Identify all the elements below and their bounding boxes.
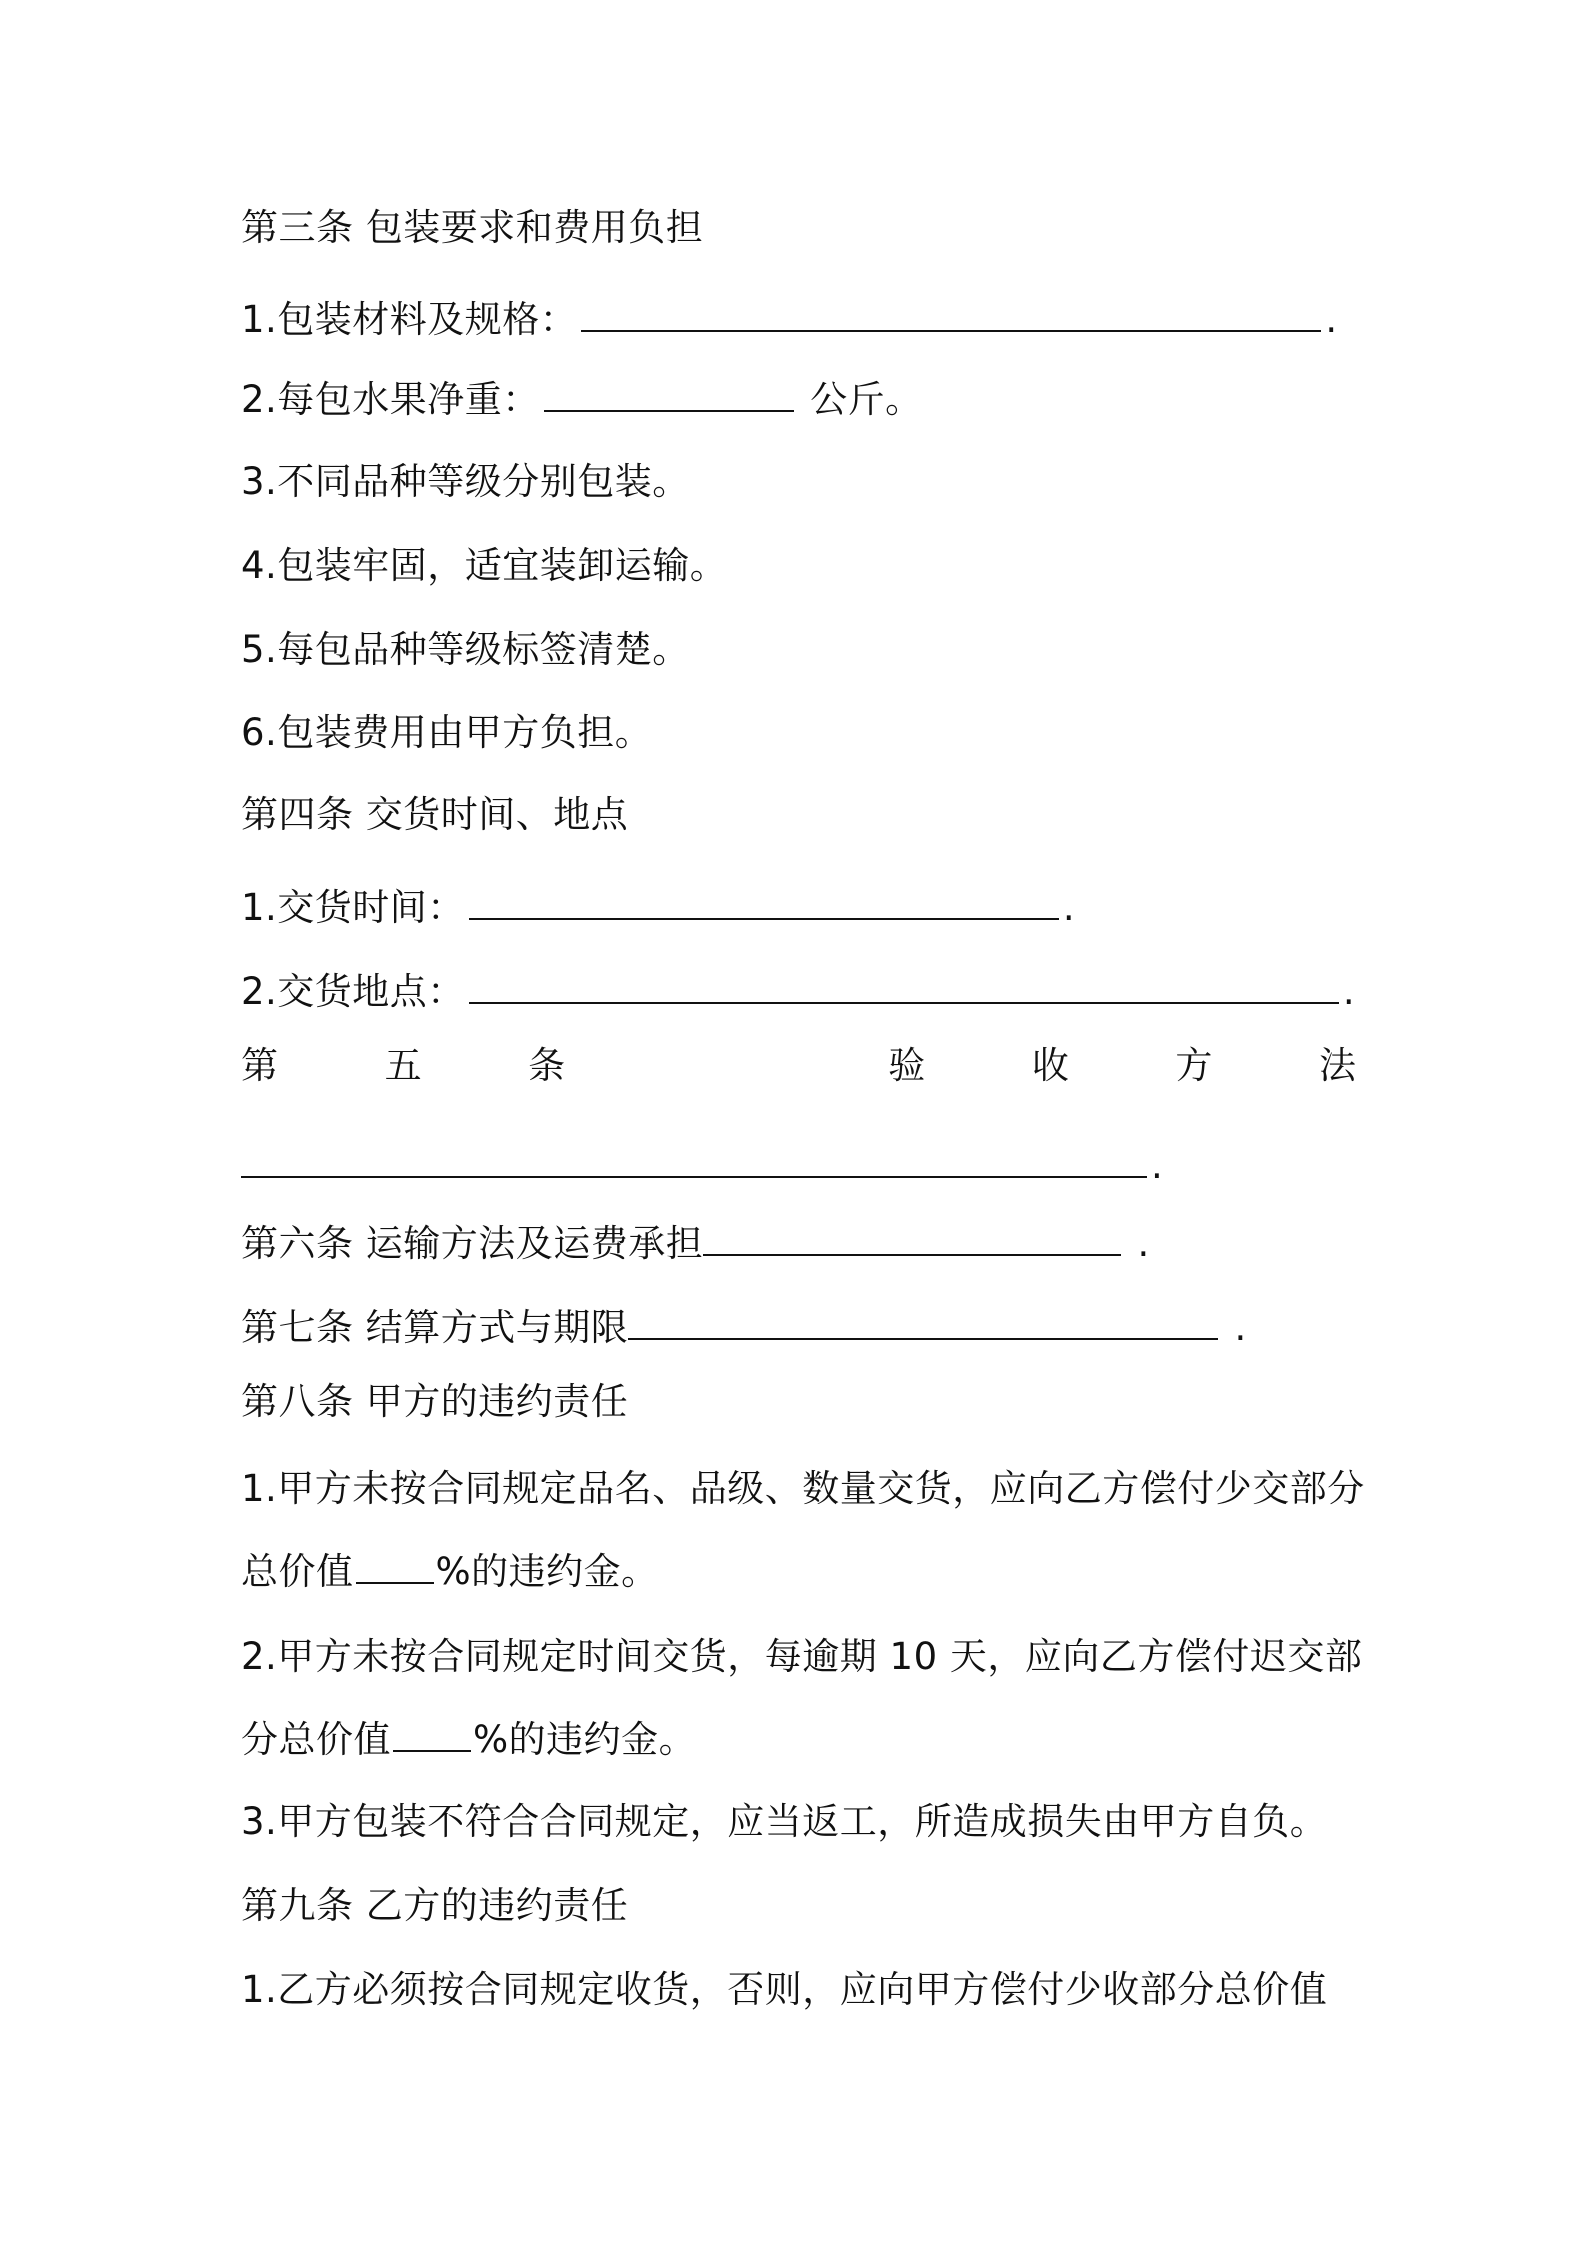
text-segment: 分总价值 bbox=[241, 1718, 391, 1761]
fill-blank-packaging-spec[interactable] bbox=[581, 294, 1321, 332]
fill-blank-net-weight[interactable] bbox=[544, 374, 794, 412]
item-end: . bbox=[1137, 1222, 1150, 1265]
item-label: 2.交货地点： bbox=[241, 970, 465, 1013]
fill-blank-delivery-time[interactable] bbox=[469, 882, 1059, 920]
fill-blank-inspection-method[interactable] bbox=[241, 1140, 1147, 1178]
heading-char: 条 bbox=[528, 1044, 566, 1087]
article-3-item-3: 3.不同品种等级分别包装。 bbox=[241, 460, 690, 503]
heading-char: 方 bbox=[1175, 1044, 1213, 1087]
article-6-heading: 第六条 运输方法及运费承担 bbox=[241, 1222, 704, 1265]
article-3-item-5: 5.每包品种等级标签清楚。 bbox=[241, 628, 690, 671]
article-3-heading: 第三条 包装要求和费用负担 bbox=[241, 206, 704, 249]
item-end: . bbox=[1151, 1144, 1164, 1187]
article-6-line bbox=[241, 1218, 1150, 1268]
article-9-item-1-line-1: 1.乙方必须按合同规定收货，否则，应向甲方偿付少收部分总价值 bbox=[241, 1968, 1328, 2011]
heading-char: 法 bbox=[1318, 1044, 1356, 1087]
article-5-blank-line bbox=[241, 1140, 1163, 1190]
article-5-heading bbox=[241, 1042, 1356, 1090]
article-7-heading: 第七条 结算方式与期限 bbox=[241, 1306, 629, 1349]
article-8-item-2-line-2 bbox=[241, 1714, 696, 1764]
item-end: . bbox=[1062, 886, 1076, 929]
item-end: . bbox=[1342, 970, 1356, 1013]
article-7-line bbox=[241, 1302, 1247, 1352]
article-4-item-2 bbox=[241, 966, 1355, 1016]
fill-blank-delivery-place[interactable] bbox=[469, 966, 1339, 1004]
text-segment: %的违约金。 bbox=[473, 1718, 697, 1761]
fill-blank-transport[interactable] bbox=[703, 1218, 1121, 1256]
article-4-heading: 第四条 交货时间、地点 bbox=[241, 793, 629, 836]
item-label: 2.每包水果净重： bbox=[241, 378, 540, 421]
fill-blank-settlement[interactable] bbox=[628, 1302, 1218, 1340]
heading-char: 验 bbox=[888, 1044, 926, 1087]
article-8-item-2-line-1: 2.甲方未按合同规定时间交货，每逾期 10 天，应向乙方偿付迟交部 bbox=[241, 1635, 1363, 1678]
article-3-item-6: 6.包装费用由甲方负担。 bbox=[241, 711, 653, 754]
article-4-item-1 bbox=[241, 882, 1075, 932]
text-segment: %的违约金。 bbox=[435, 1550, 659, 1593]
article-8-item-3: 3.甲方包装不符合合同规定，应当返工，所造成损失由甲方自负。 bbox=[241, 1800, 1328, 1843]
article-9-heading: 第九条 乙方的违约责任 bbox=[241, 1884, 629, 1927]
fill-blank-penalty-percent-2[interactable] bbox=[393, 1714, 471, 1752]
fill-blank-penalty-percent-1[interactable] bbox=[356, 1546, 434, 1584]
item-label: 1.交货时间： bbox=[241, 886, 465, 929]
item-end: 公斤。 bbox=[810, 378, 923, 421]
item-label: 1.包装材料及规格： bbox=[241, 298, 578, 341]
text-segment: 总价值 bbox=[241, 1550, 354, 1593]
heading-char: 第 bbox=[241, 1044, 278, 1087]
item-end: . bbox=[1234, 1306, 1247, 1349]
article-8-item-1-line-1: 1.甲方未按合同规定品名、品级、数量交货，应向乙方偿付少交部分 bbox=[241, 1467, 1365, 1510]
spacer bbox=[672, 1042, 782, 1090]
heading-char: 收 bbox=[1031, 1044, 1069, 1087]
article-3-item-2 bbox=[241, 374, 923, 424]
article-3-item-1 bbox=[241, 294, 1338, 344]
heading-char: 五 bbox=[384, 1044, 422, 1087]
article-8-item-1-line-2 bbox=[241, 1546, 659, 1596]
article-3-item-4: 4.包装牢固，适宜装卸运输。 bbox=[241, 544, 728, 587]
article-8-heading: 第八条 甲方的违约责任 bbox=[241, 1380, 629, 1423]
item-end: . bbox=[1325, 298, 1338, 341]
